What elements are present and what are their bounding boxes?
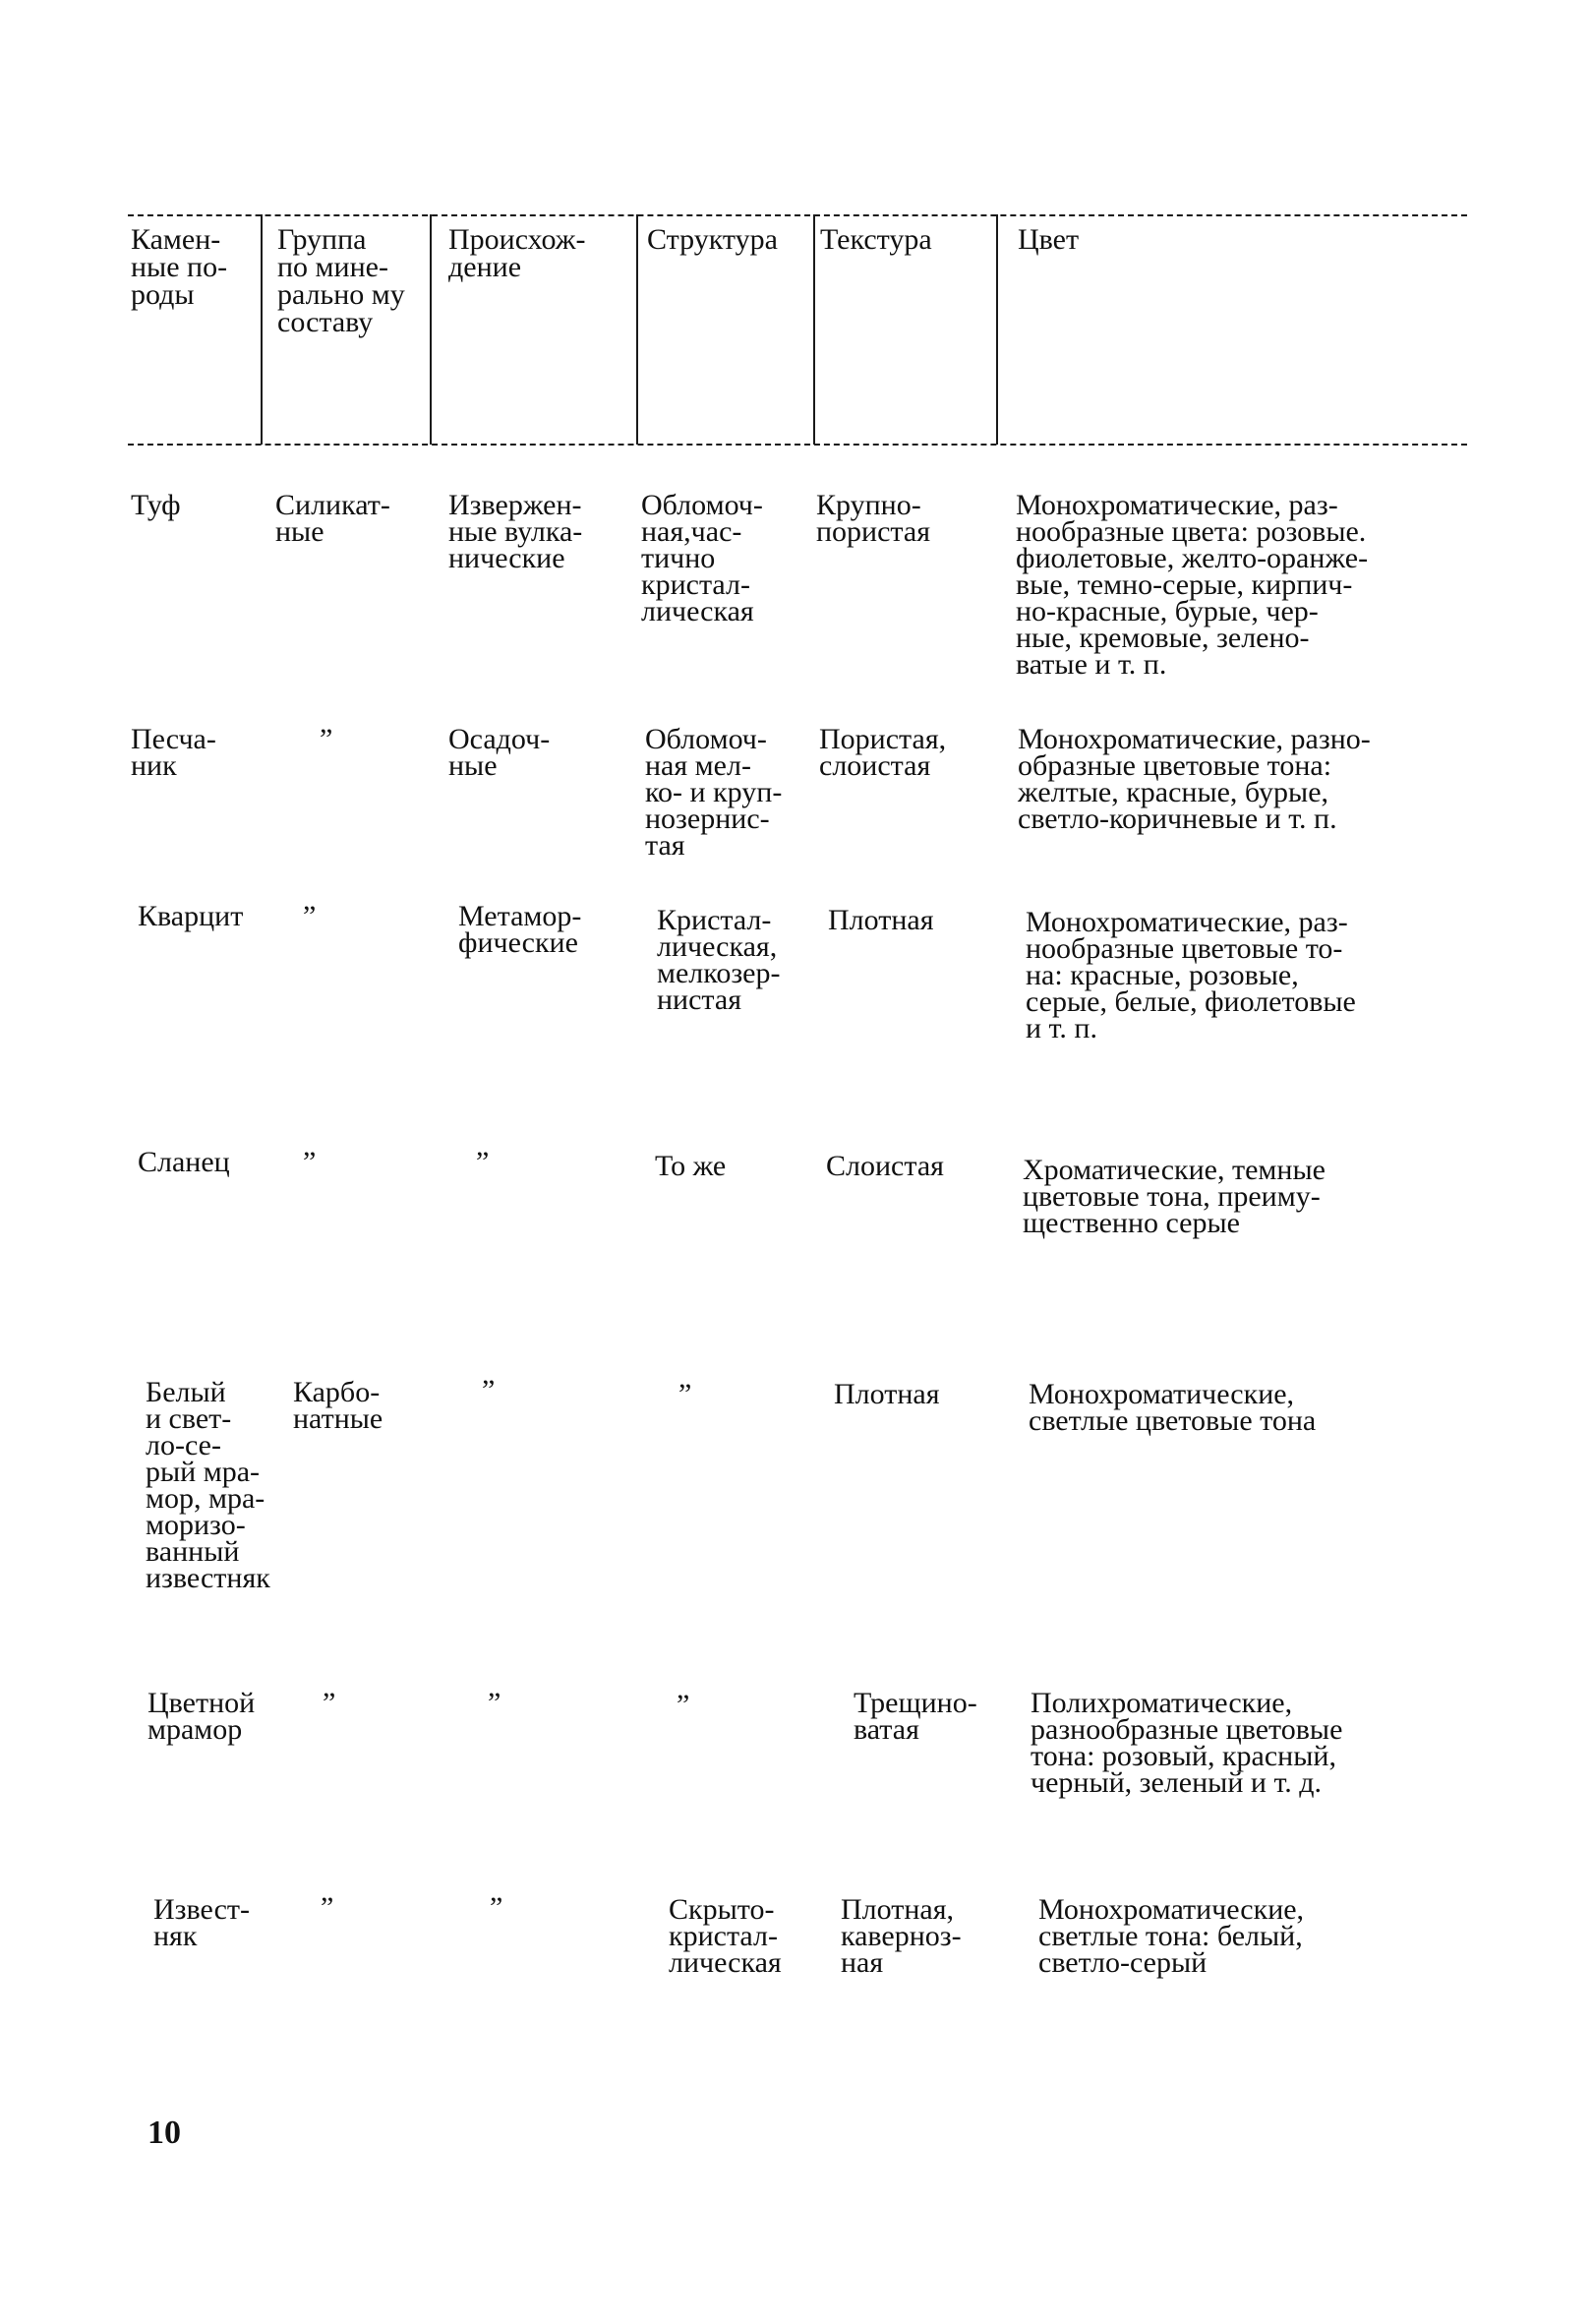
cell-rock: Сланец (138, 1146, 230, 1178)
cell-origin: ” (482, 1374, 496, 1406)
header-rock: Камен- ные по- роды (131, 223, 228, 311)
cell-texture: Трещино- ватая (854, 1687, 977, 1746)
header-color: Цвет (1018, 223, 1080, 256)
cell-color: Полихроматические, разнообразные цветовые тона: розовый, красный, черный, зеленый и т. д. (1031, 1687, 1343, 1799)
cell-color: Монохроматические, раз- нообразные цвета: розовые. фиолетовые, желто-оранже- вые, темно-серые, кирпич- но-красные, бурые, чер- ные, кремовые, зелено- ватые и т. п. (1016, 489, 1369, 681)
cell-color: Монохроматические, светлые тона: белый, светло-серый (1038, 1893, 1305, 1979)
header-structure: Структура (647, 223, 778, 256)
cell-group: ” (323, 1687, 336, 1719)
cell-rock: Туф (131, 489, 181, 521)
cell-group: ” (320, 723, 333, 755)
cell-group: ” (303, 1146, 317, 1178)
header-texture: Текстура (820, 223, 932, 256)
column-separator (636, 214, 638, 445)
cell-color: Монохроматические, раз- нообразные цветовые то- на: красные, розовые, серые, белые, фиолетовые и т. п. (1026, 906, 1356, 1044)
column-separator (261, 214, 263, 445)
cell-rock: Извест- няк (153, 1893, 250, 1952)
cell-structure: ” (677, 1689, 690, 1721)
column-separator (996, 214, 998, 445)
cell-origin: Извержен- ные вулка- нические (448, 489, 583, 574)
cell-texture: Крупно- пористая (816, 489, 931, 548)
cell-structure: Кристал- лическая, мелкозер- нистая (657, 904, 781, 1016)
cell-structure: Обломоч- ная мел- ко- и круп- нозернис- тая (645, 723, 783, 862)
cell-group: Карбо- натные (293, 1376, 383, 1435)
cell-texture: Пористая, слоистая (819, 723, 947, 782)
header-top-rule (128, 214, 1467, 216)
cell-texture: Плотная (834, 1378, 940, 1410)
header-bottom-rule (128, 444, 1467, 446)
header-group: Группа по мине- рально му составу (277, 223, 405, 338)
header-origin: Происхож- дение (448, 223, 586, 283)
cell-group: ” (303, 900, 317, 932)
cell-color: Хроматические, темные цветовые тона, преиму- щественно серые (1023, 1154, 1326, 1239)
cell-rock: Кварцит (138, 900, 244, 932)
cell-group: Силикат- ные (275, 489, 390, 548)
cell-color: Монохроматические, разно- образные цветовые тона: желтые, красные, бурые, светло-коричневые и т. п. (1018, 723, 1371, 835)
cell-group: ” (321, 1891, 334, 1924)
cell-texture: Плотная (828, 904, 934, 936)
cell-structure: Обломоч- ная,час- тично кристал- лическая (641, 489, 763, 627)
column-separator (430, 214, 432, 445)
cell-texture: Плотная, каверноз- ная (841, 1893, 962, 1979)
cell-origin: ” (490, 1891, 503, 1924)
cell-rock: Белый и свет- ло-се- рый мра- мор, мра- моризо- ванный известняк (146, 1376, 270, 1594)
cell-origin: Метамор- фические (458, 900, 582, 959)
cell-origin: ” (476, 1146, 490, 1178)
column-separator (813, 214, 815, 445)
cell-texture: Слоистая (826, 1150, 944, 1182)
cell-structure: То же (655, 1150, 727, 1182)
cell-origin: Осадоч- ные (448, 723, 551, 782)
cell-origin: ” (488, 1687, 501, 1719)
cell-color: Монохроматические, светлые цветовые тона (1029, 1378, 1317, 1437)
cell-rock: Песча- ник (131, 723, 216, 782)
cell-structure: Скрыто- кристал- лическая (669, 1893, 782, 1979)
page-number: 10 (147, 2115, 181, 2151)
cell-structure: ” (678, 1378, 692, 1410)
cell-rock: Цветной мрамор (147, 1687, 256, 1746)
